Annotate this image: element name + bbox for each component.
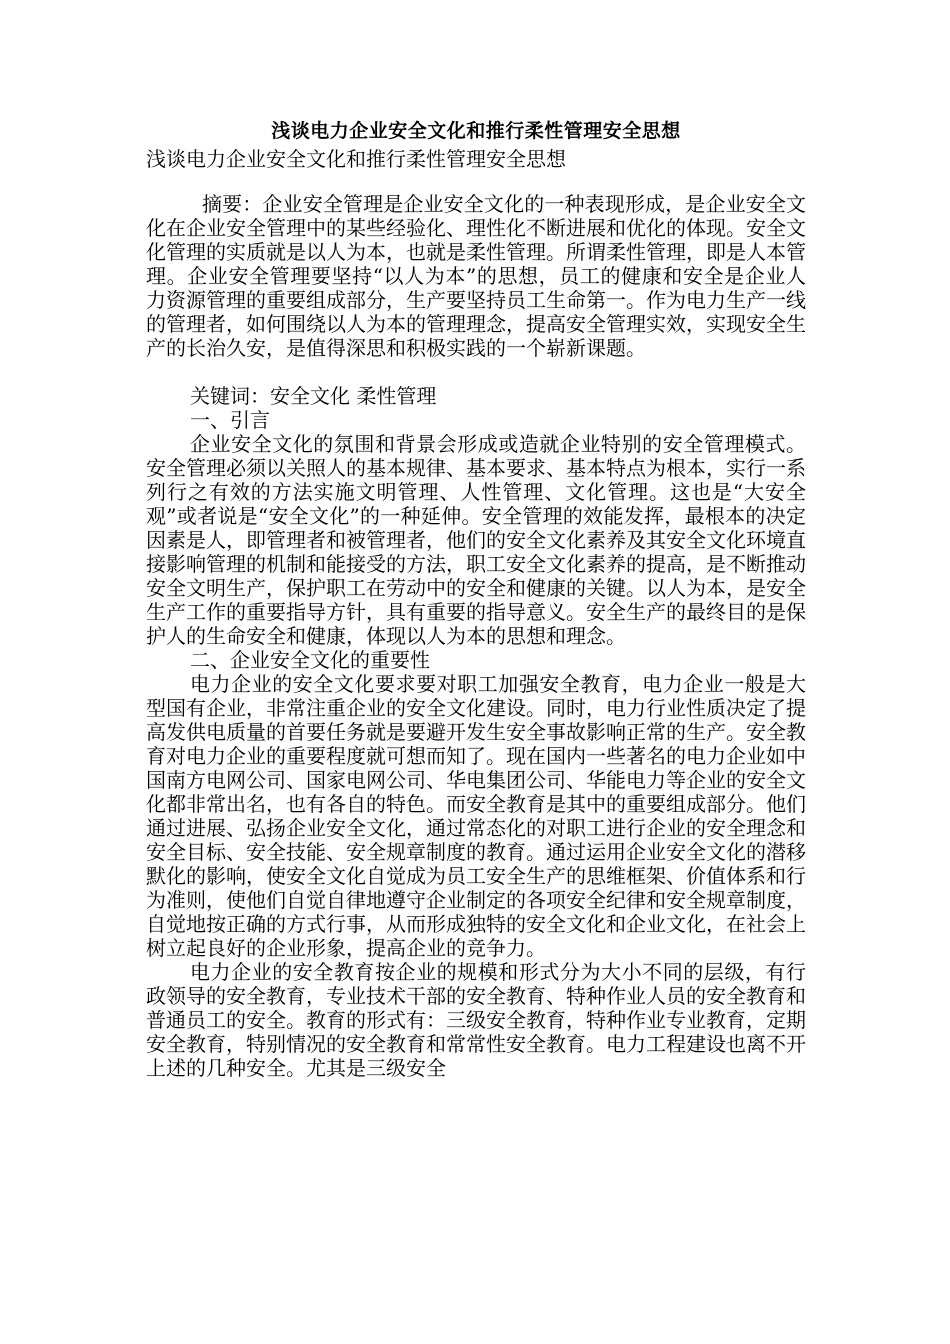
abstract-paragraph: 摘要：企业安全管理是企业安全文化的一种表现形成，是企业安全文化在企业安全管理中的某些经验化、理性化不断进展和优化的体现。安全文化管理的实质就是以人为本，也就是柔性管理。所谓柔性管理，即是人本管理。企业安全管理要坚持“以人为本”的思想，员工的健康和安全是企业人力资源管理的重要组成部分，生产要坚持员工生命第一。作为电力生产一线的管理者，如何围绕以人为本的管理理念，提高安全管理实效，实现安全生产的长治久安，是值得深思和积极实践的一个崭新课题。	[146, 192, 806, 360]
document-title: 浅谈电力企业安全文化和推行柔性管理安全思想	[271, 120, 681, 142]
section-heading-introduction: 一、引言	[190, 408, 270, 432]
document-subtitle: 浅谈电力企业安全文化和推行柔性管理安全思想	[146, 147, 566, 171]
section-heading-importance: 二、企业安全文化的重要性	[190, 648, 430, 672]
document-page	[146, 118, 806, 1080]
section2-paragraph-2: 电力企业的安全教育按企业的规模和形式分为大小不同的层级，有行政领导的安全教育，专业技术干部的安全教育、特种作业人员的安全教育和普通员工的安全。教育的形式有：三级安全教育，特种作业专业教育，定期安全教育，特别情况的安全教育和常常性安全教育。电力工程建设也离不开上述的几种安全。尤其是三级安全	[146, 960, 806, 1080]
spacer	[146, 360, 806, 384]
section1-paragraph: 企业安全文化的氛围和背景会形成或造就企业特别的安全管理模式。安全管理必须以关照人的基本规律、基本要求、基本特点为根本，实行一系列行之有效的方法实施文明管理、人性管理、文化管理。这也是“大安全观”或者说是“安全文化”的一种延伸。安全管理的效能发挥，最根本的决定因素是人，即管理者和被管理者，他们的安全文化素养及其安全文化环境直接影响管理的机制和能接受的方法，职工安全文化素养的提高，是不断推动安全文明生产，保护职工在劳动中的安全和健康的关键。以人为本，是安全生产工作的重要指导方针，具有重要的指导意义。安全生产的最终目的是保护人的生命安全和健康，体现以人为本的思想和理念。	[146, 432, 806, 648]
section2-paragraph-1: 电力企业的安全文化要求要对职工加强安全教育，电力企业一般是大型国有企业，非常注重企业的安全文化建设。同时，电力行业性质决定了提高发供电质量的首要任务就是要避开发生安全事故影响正常的生产。安全教育对电力企业的重要程度就可想而知了。现在国内一些著名的电力企业如中国南方电网公司、国家电网公司、华电集团公司、华能电力等企业的安全文化都非常出名，也有各自的特色。而安全教育是其中的重要组成部分。他们通过进展、弘扬企业安全文化，通过常态化的对职工进行企业的安全理念和安全目标、安全技能、安全规章制度的教育。通过运用企业安全文化的潜移默化的影响，使安全文化自觉成为员工安全生产的思维框架、价值体系和行为准则，使他们自觉自律地遵守企业制定的各项安全纪律和安全规章制度，自觉地按正确的方式行事，从而形成独特的安全文化和企业文化，在社会上树立起良好的企业形象，提高企业的竞争力。	[146, 672, 806, 960]
keywords-line: 关键词：安全文化 柔性管理	[190, 384, 437, 408]
